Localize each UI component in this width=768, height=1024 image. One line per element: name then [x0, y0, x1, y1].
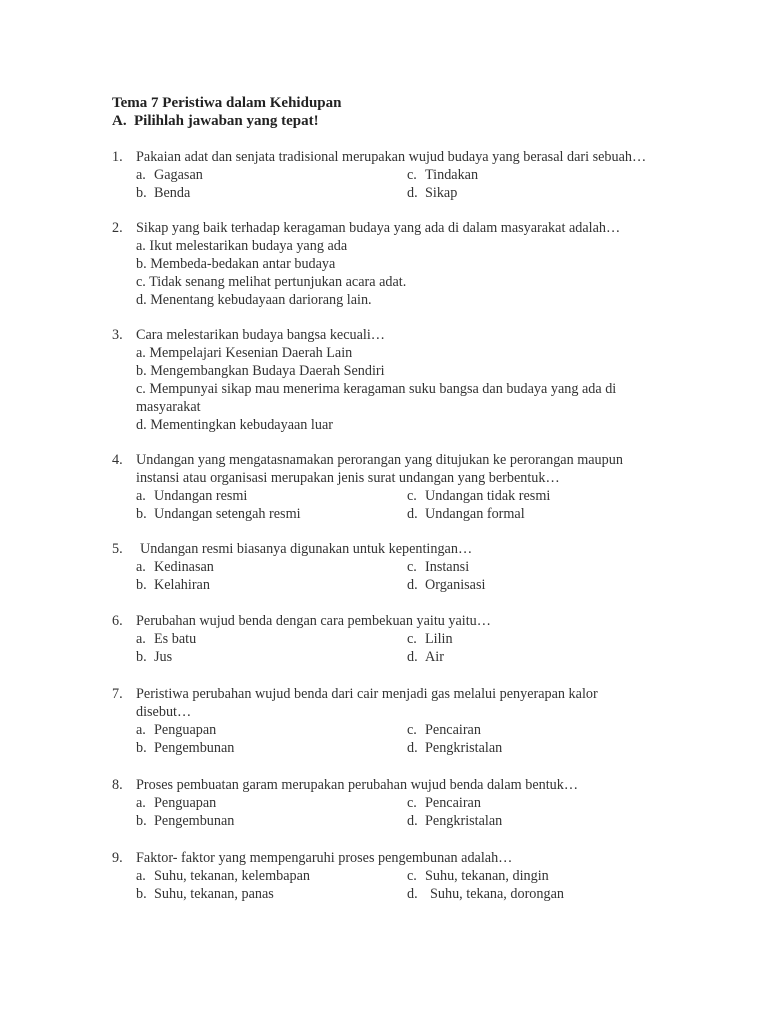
question-text: Pakaian adat dan senjata tradisional merupakan wujud budaya yang berasal dari sebuah… [136, 149, 647, 165]
option-d: d. Pengkristalan [407, 740, 503, 756]
option-c: c. Suhu, tekanan, dingin [407, 868, 549, 884]
option-a: a. Undangan resmi [136, 488, 248, 504]
option-d: d. Mementingkan kebudayaan luar [136, 417, 333, 433]
question-7 [112, 685, 672, 757]
option-c: c. Pencairan [407, 795, 481, 811]
option-b: b. Undangan setengah resmi [136, 506, 301, 522]
option-c: c. Tindakan [407, 167, 479, 183]
option-c: c. Undangan tidak resmi [407, 488, 551, 504]
question-text: Undangan resmi biasanya digunakan untuk kepentingan… [140, 541, 473, 557]
question-number: 6. [112, 613, 123, 629]
option-b: b. Pengembunan [136, 813, 235, 829]
option-b: b. Jus [136, 649, 173, 665]
option-a: a. Mempelajari Kesenian Daerah Lain [136, 345, 353, 361]
instruction-heading [112, 112, 319, 130]
question-text: Proses pembuatan garam merupakan perubahan wujud benda dalam bentuk… [136, 777, 579, 793]
option-d: d. Menentang kebudayaan dariorang lain. [136, 292, 372, 308]
option-c: c. Instansi [407, 559, 470, 575]
question-number: 2. [112, 220, 123, 236]
option-a: a. Ikut melestarikan budaya yang ada [136, 238, 348, 254]
option-d: d. Air [407, 649, 444, 665]
option-a: a. Suhu, tekanan, kelembapan [136, 868, 311, 884]
option-a: a. Kedinasan [136, 559, 214, 575]
question-text: Faktor- faktor yang mempengaruhi proses pengembunan adalah… [136, 850, 513, 866]
question-text-line-1: Undangan yang mengatasnamakan perorangan yang ditujukan ke perorangan maupun [136, 452, 623, 468]
option-a: a. Penguapan [136, 795, 217, 811]
question-3 [112, 326, 672, 434]
instruction-letter: A. [112, 113, 127, 129]
option-a: a. Penguapan [136, 722, 217, 738]
option-d: d. Undangan formal [407, 506, 525, 522]
option-b: b. Mengembangkan Budaya Daerah Sendiri [136, 363, 385, 379]
question-number: 1. [112, 149, 123, 165]
question-4 [112, 451, 672, 523]
option-b: b. Membeda-bedakan antar budaya [136, 256, 336, 272]
option-c: c. Tidak senang melihat pertunjukan acara adat. [136, 274, 407, 290]
option-b: b. Kelahiran [136, 577, 210, 593]
question-number: 9. [112, 850, 123, 866]
option-d: d. Pengkristalan [407, 813, 503, 829]
question-5 [112, 540, 672, 594]
question-6 [112, 612, 672, 666]
instruction-text: Pilihlah jawaban yang tepat! [134, 113, 319, 129]
option-d: d. Organisasi [407, 577, 486, 593]
question-text-line-1: Peristiwa perubahan wujud benda dari cair menjadi gas melalui penyerapan kalor [136, 686, 598, 702]
question-2 [112, 219, 672, 309]
option-b: b. Benda [136, 185, 191, 201]
option-d: d. Sikap [407, 185, 458, 201]
question-number: 8. [112, 777, 123, 793]
question-number: 5. [112, 541, 123, 557]
question-text: Perubahan wujud benda dengan cara pembekuan yaitu yaitu… [136, 613, 491, 629]
question-text: Cara melestarikan budaya bangsa kecuali… [136, 327, 385, 343]
option-c: c. Lilin [407, 631, 453, 647]
option-c: c. Mempunyai sikap mau menerima keragaman suku bangsa dan budaya yang ada di masyarakat [136, 381, 617, 415]
option-b: b. Suhu, tekanan, panas [136, 886, 274, 902]
option-d: d. Suhu, tekana, dorongan [407, 886, 564, 902]
question-text-line-2: disebut… [136, 704, 192, 720]
option-a: a. Gagasan [136, 167, 203, 183]
option-b: b. Pengembunan [136, 740, 235, 756]
question-9 [112, 849, 672, 903]
question-text-line-2: instansi atau organisasi merupakan jenis surat undangan yang berbentuk… [136, 470, 560, 486]
option-a: a. Es batu [136, 631, 197, 647]
question-number: 4. [112, 452, 123, 468]
option-c: c. Pencairan [407, 722, 481, 738]
question-number: 7. [112, 686, 123, 702]
question-number: 3. [112, 327, 123, 343]
page-title: Tema 7 Peristiwa dalam Kehidupan [112, 95, 342, 111]
question-text: Sikap yang baik terhadap keragaman budaya yang ada di dalam masyarakat adalah… [136, 220, 621, 236]
question-1 [112, 148, 672, 202]
question-8 [112, 776, 672, 830]
